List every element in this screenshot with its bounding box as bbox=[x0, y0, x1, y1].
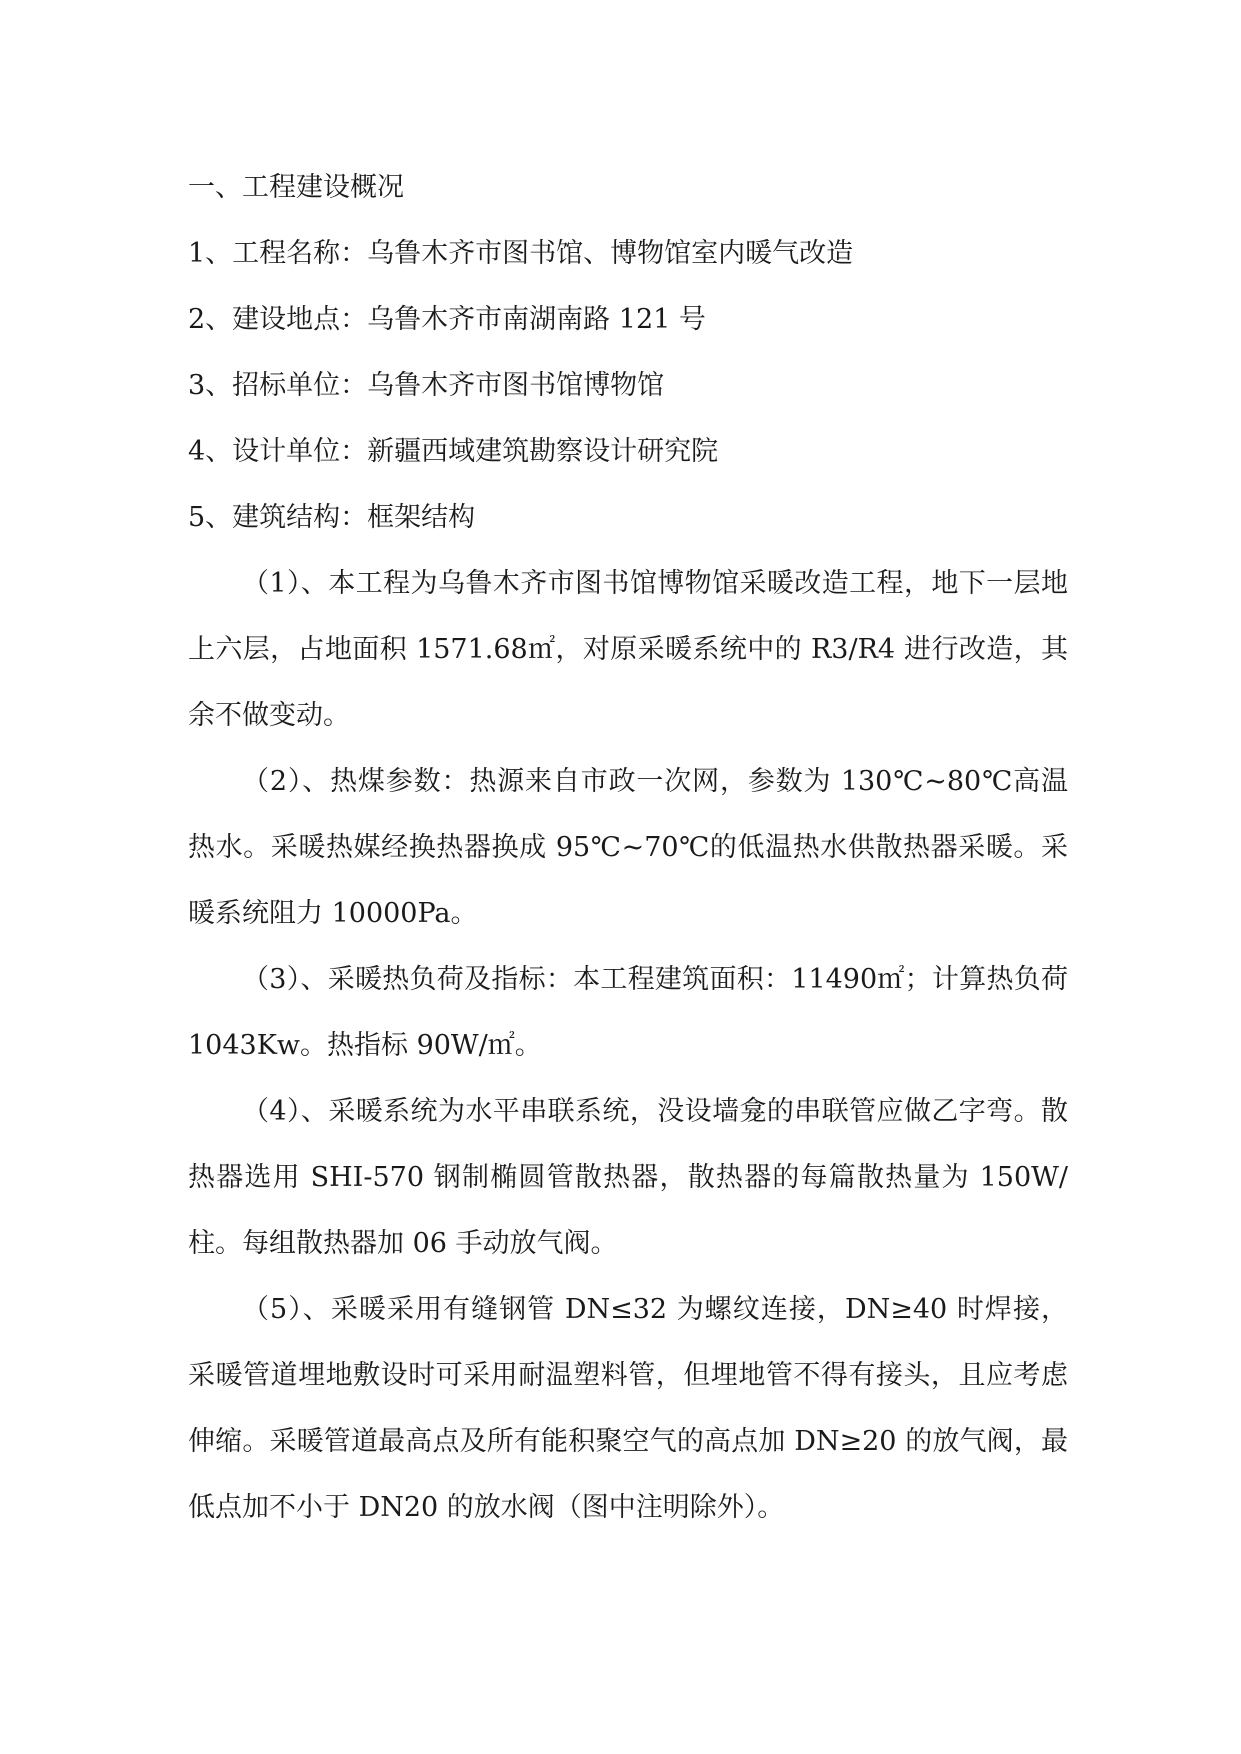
paragraph-3: （3）、采暖热负荷及指标：本工程建筑面积：11490㎡；计算热负荷 1043Kw。热指标 90W/㎡。 bbox=[188, 964, 1068, 1061]
section-heading: 一、工程建设概况 bbox=[188, 172, 404, 203]
info-line-design-unit: 4、设计单位：新疆西域建筑勘察设计研究院 bbox=[188, 436, 719, 467]
info-line-structure: 5、建筑结构：框架结构 bbox=[188, 502, 476, 533]
paragraph-5: （5）、采暖采用有缝钢管 DN≤32 为螺纹连接，DN≥40 时焊接，采暖管道埋地敷设时可采用耐温塑料管，但埋地管不得有接头，且应考虑伸缩。采暖管道最高点及所有能积聚空气的高点加 DN≥20 的放气阀，最低点加不小于 DN20 的放水阀（图中注明除外）。 bbox=[188, 1294, 1068, 1523]
paragraph-4: （4）、采暖系统为水平串联系统，没设墙龛的串联管应做乙字弯。散热器选用 SHI-570 钢制椭圆管散热器，散热器的每篇散热量为 150W/柱。每组散热器加 06 手动放气阀。 bbox=[188, 1096, 1068, 1259]
document-body bbox=[188, 155, 1068, 1541]
paragraph-1: （1）、本工程为乌鲁木齐市图书馆博物馆采暖改造工程，地下一层地上六层，占地面积 1571.68㎡，对原采暖系统中的 R3/R4 进行改造，其余不做变动。 bbox=[188, 568, 1068, 731]
paragraph-2: （2）、热煤参数：热源来自市政一次网，参数为 130℃~80℃高温热水。采暖热媒经换热器换成 95℃~70℃的低温热水供散热器采暖。采暖系统阻力 10000Pa。 bbox=[188, 766, 1068, 929]
info-line-project-name: 1、工程名称：乌鲁木齐市图书馆、博物馆室内暖气改造 bbox=[188, 238, 854, 269]
info-line-location: 2、建设地点：乌鲁木齐市南湖南路 121 号 bbox=[188, 304, 706, 335]
info-line-tendering-unit: 3、招标单位：乌鲁木齐市图书馆博物馆 bbox=[188, 370, 665, 401]
